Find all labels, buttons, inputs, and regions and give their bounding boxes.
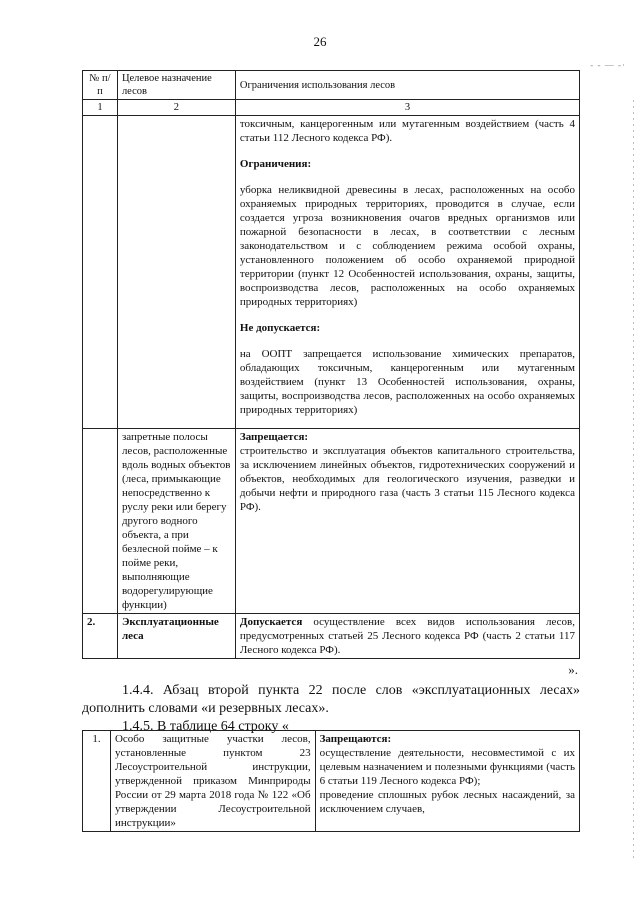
forest-restrictions-table [82, 70, 580, 659]
prohibited-item-1: осуществление деятельности, несовместимой с их целевым назначением и полезными функциями (часть 6 статьи 119 Лесного кодекса РФ); [319, 747, 575, 787]
row-purpose-cell: запретные полосы лесов, расположенные вдоль водных объектов (леса, примыкающие непосредственно к руслу реки или берегу другого водного объекта, а при безлесной пойме – к пойме реки, выполняющие водорегулирующие функции) [117, 429, 235, 614]
not-allowed-text: на ООПТ запрещается использование химических препаратов, обладающих токсичным, канцерогенным или мутагенным воздействием (пункт 13 Особенностей использования, охраны, защиты, воспроизводства лесов, расположенных на особо охраняемых природных территориях) [239, 348, 575, 416]
table-row [83, 116, 580, 429]
prohibited-heading: Запрещается: [239, 431, 309, 443]
row-purpose-cell: Эксплуатационные леса [117, 614, 235, 659]
table-row [83, 429, 580, 614]
table-row [83, 614, 580, 659]
page-number: 26 [313, 34, 327, 49]
restrictions-heading: Ограничения: [239, 158, 312, 170]
restrictions-cell [235, 429, 579, 614]
paragraph-1-4-4: 1.4.4. Абзац второй пункта 22 после слов «эксплуатационных лесах» дополнить словами «и резервных лесах». [82, 683, 580, 716]
header-purpose: Целевое назначение лесов [117, 71, 235, 100]
restrictions-cell [235, 614, 579, 659]
row-purpose-cell [117, 116, 235, 429]
table-row [83, 731, 580, 832]
closing-quote: ». [568, 662, 578, 677]
header-restrictions: Ограничения использования лесов [235, 71, 579, 100]
scan-artifact-mark: - - — -· [590, 60, 626, 70]
prohibited-item-2: проведение сплошных рубок лесных насаждений, за исключением случаев, [319, 789, 575, 815]
restrictions-cell [315, 731, 579, 832]
scan-edge-line [633, 100, 634, 860]
row-number-cell [83, 116, 118, 429]
table-64-row [82, 730, 580, 832]
row-number-cell: 2. [83, 614, 118, 659]
restrictions-cell [235, 116, 579, 429]
restriction-intro: токсичным, канцерогенным или мутагенным воздействием (часть 4 статьи 112 Лесного кодекса РФ). [239, 118, 575, 144]
column-number-row [83, 100, 580, 116]
prohibited-text: строительство и эксплуатация объектов капитального строительства, за исключением линейных объектов, гидротехнических сооружений и объектов, необходимых для геологического изучения, разведки и добычи нефти и природного газа (часть 3 статьи 115 Лесного кодекса РФ). [239, 445, 575, 513]
table-header-row [83, 71, 580, 100]
row-number-cell: 1. [83, 731, 111, 832]
allowed-heading: Допускается [239, 616, 303, 628]
restrictions-text: уборка неликвидной древесины в лесах, расположенных на особо охраняемых природных территориях, проводится в случае, если создается угроза возникновения очагов вредных организмов или пожарной безопасности в лесах, в соответствии с лесным законодательством и с соблюдением режима особой охраны, установленного положением об особо охраняемой природной территории (пункт 12 Особенностей использования, охраны, защиты, воспроизводства лесов, расположенных на особо охраняемых природных территориях) [239, 184, 575, 308]
col-index-3: 3 [235, 100, 579, 116]
not-allowed-heading: Не допускается: [239, 322, 321, 334]
row-number-cell [83, 429, 118, 614]
header-number: № п/п [83, 71, 118, 100]
paragraph-1-4-5: 1.4.5. В таблице 64 строку « [122, 719, 289, 734]
prohibited-heading: Запрещаются: [319, 733, 392, 745]
col-index-1: 1 [83, 100, 118, 116]
col-index-2: 2 [117, 100, 235, 116]
allowed-text: осуществление всех видов использования лесов, предусмотренных статьей 25 Лесного кодекса РФ (часть 2 статьи 117 Лесного кодекса РФ). [239, 616, 575, 656]
row-purpose-cell: Особо защитные участки лесов, установленные пунктом 23 Лесоустроительной инструкции, утвержденной приказом Минприроды России от 29 марта 2018 года № 122 «Об утверждении Лесоустроительной инструкции» [110, 731, 315, 832]
